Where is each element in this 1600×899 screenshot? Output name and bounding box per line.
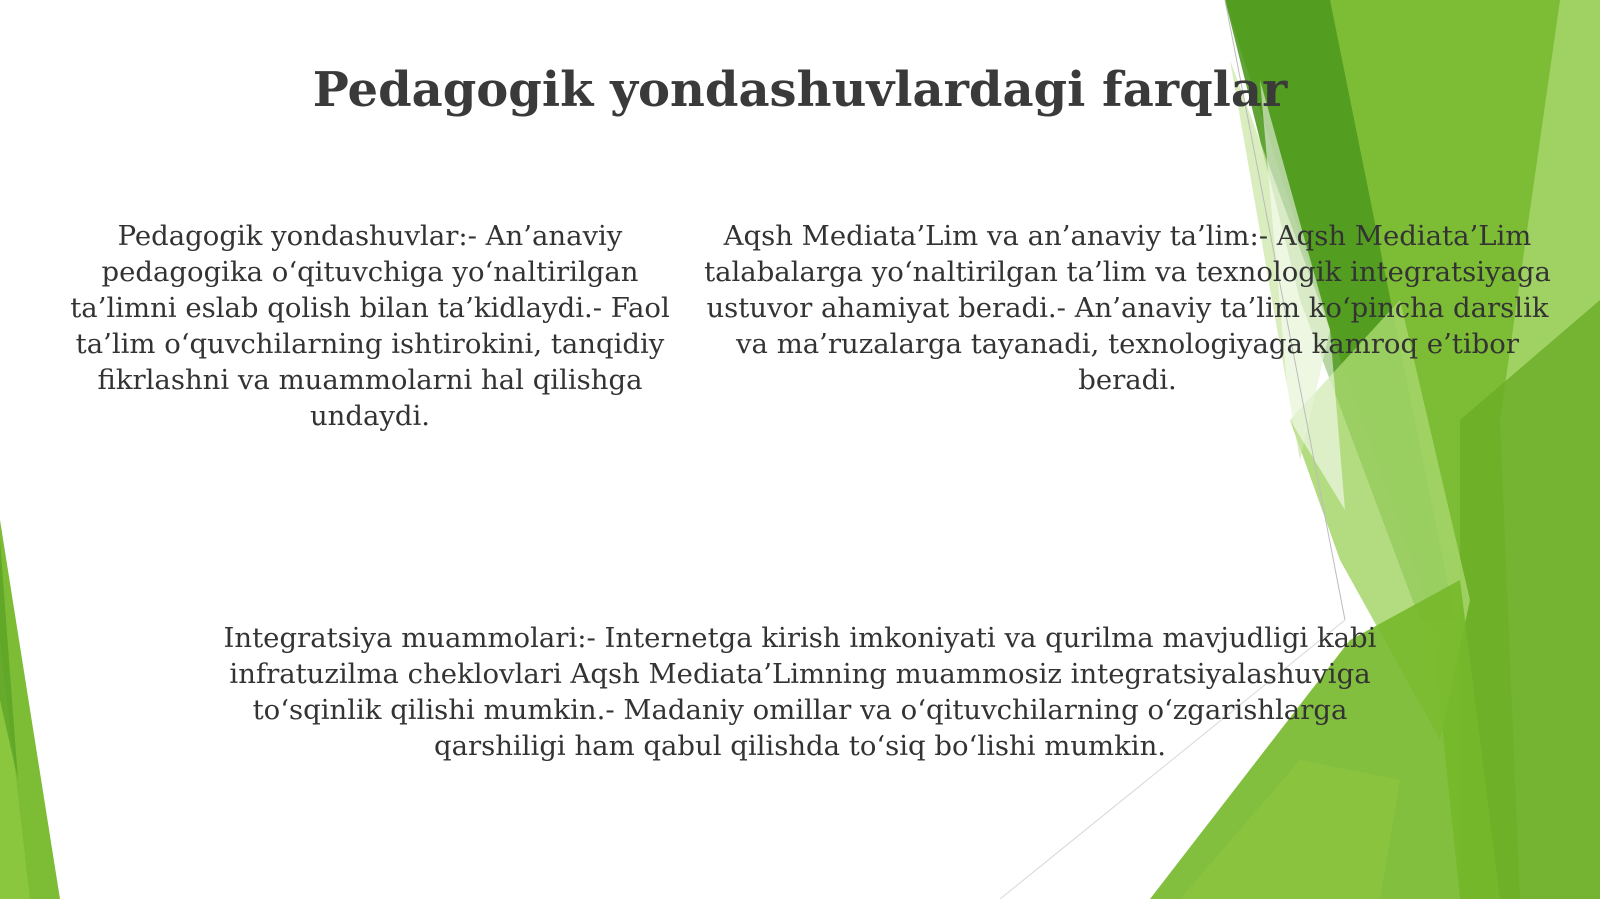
media-education-comparison-text: Aqsh Mediata’Lim va an’anaviy ta’lim:- Aqsh Mediata’Lim talabalarga yo‘naltirilgan ta’lim va texnologik integratsiyaga ustuvor ahamiyat beradi.- An’anaviy ta’lim ko‘pincha darslik va ma’ruzalarga tayanadi, texnologiyaga kamroq e’tibor beradi. xyxy=(704,220,1551,396)
pedagogical-approaches-text: Pedagogik yondashuvlar:- An’anaviy pedagogika o‘qituvchiga yo‘naltirilgan ta’limni eslab qolish bilan ta’kidlaydi.- Faol ta’lim o‘quvchilarning ishtirokini, tanqidiy fikrlashni va muammolarni hal qilishga undaydi. xyxy=(70,220,670,432)
slide-title: Pedagogik yondashuvlardagi farqlar xyxy=(312,62,1288,118)
integration-issues-text: Integratsiya muammolari:- Internetga kirish imkoniyati va qurilma mavjudligi kabi infratuzilma cheklovlari Aqsh Mediata’Limning muammosiz integratsiyalashuviga to‘sqinlik qilishi mumkin.- Madaniy omillar va o‘qituvchilarning o‘zgarishlarga qarshiligi ham qabul qilishda to‘siq bo‘lishi mumkin. xyxy=(223,622,1377,762)
